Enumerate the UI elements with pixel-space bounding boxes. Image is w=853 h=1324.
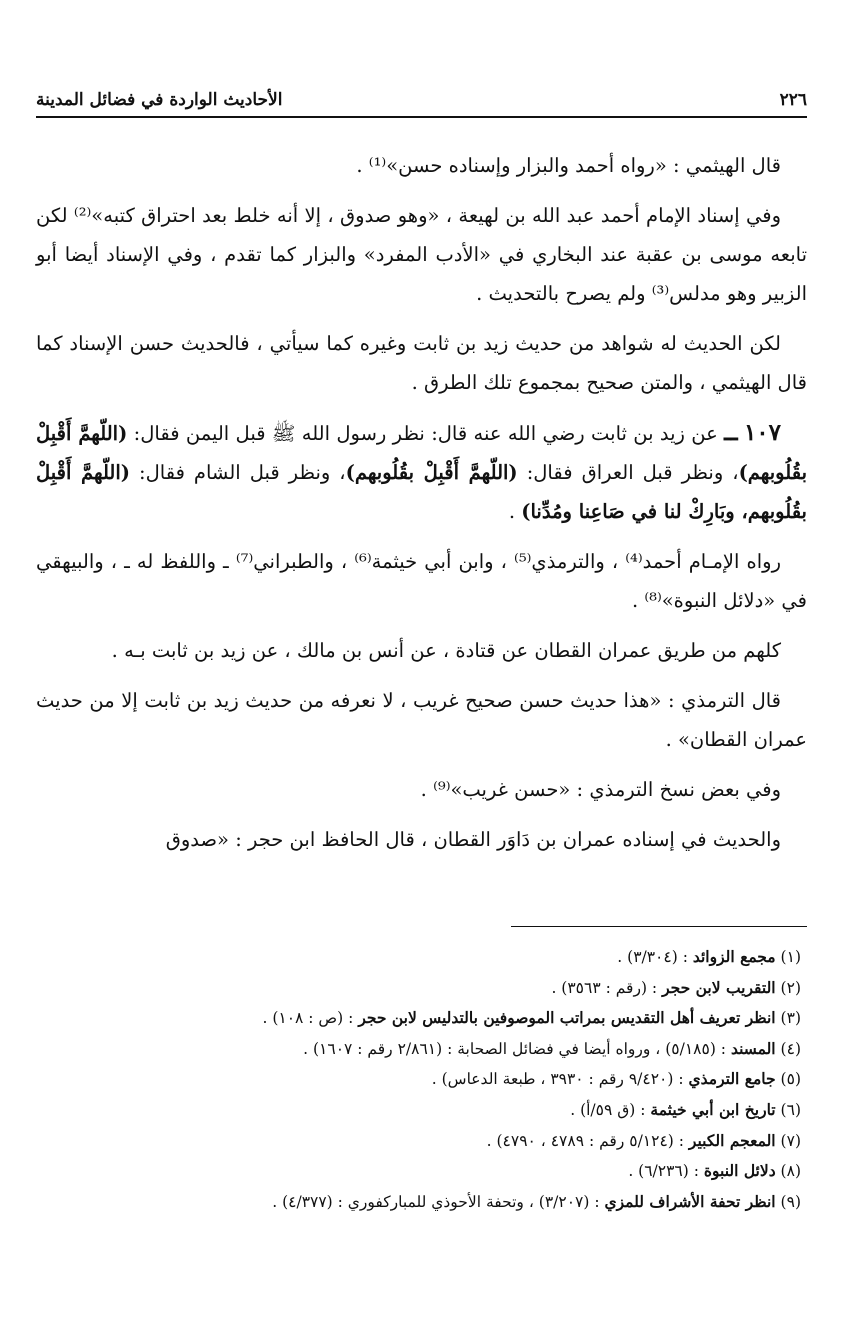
page-header [36,78,807,110]
footnote-number: (١) [780,948,801,966]
footnote-number: (٥) [780,1070,801,1089]
footnote-citation: : (٥/١٨٥) ، ورواه أيضا في فضائل الصحابة : (٢/٨٦١ رقم : ١٦٠٧) . [303,1039,727,1058]
footnote [36,1034,807,1065]
hadith-intro: عن زيد بن ثابت رضي الله عنه قال: نظر رسول الله ﷺ قبل اليمن فقال: [127,422,718,445]
footnote-rule [511,926,807,927]
running-title: الأحاديث الواردة في فضائل المدينة [36,90,283,110]
page-number: ٢٢٦ [779,90,807,110]
footnote [36,1064,807,1095]
hadith-mid-1: ، ونظر قبل العراق فقال: [517,461,739,484]
footnote [36,942,807,973]
footnote-source: جامع الترمذي [688,1069,776,1089]
footnote [36,1126,807,1157]
footnote-source: التقريب لابن حجر [662,977,776,997]
paragraph: قال الهيثمي : «رواه أحمد والبزار وإسناده حسن»⁽¹⁾ . [356,154,781,177]
footnote-number: (٧) [780,1131,801,1150]
footnote [36,1187,807,1218]
footnote [36,1003,807,1034]
hadith-number: ١٠٧ [743,419,782,446]
footnote-source: تاريخ ابن أبي خيثمة [650,1099,776,1119]
footnote-source: انظر تحفة الأشراف للمزي [604,1191,776,1211]
footnote-number: (٤) [780,1039,801,1058]
footnote [36,1095,807,1126]
footnote-citation: : (٥/١٢٤ رقم : ٤٧٨٩ ، ٤٧٩٠) . [486,1131,684,1150]
footnote-source: المعجم الكبير [688,1130,776,1150]
footnotes [36,942,807,1217]
footnote-citation: : (٣/٣٠٤) . [617,948,688,966]
hadith-supplication-3: (اللّهمَّ أَقْبِلْ بقُلُوبهم، وبَارِكْ لنا في صَاعِنا ومُدِّنا) [36,461,807,523]
hadith-mid-2: ، ونظر قبل الشام فقال: [130,461,346,484]
header-rule [36,116,807,118]
footnote-source: المسند [730,1038,776,1058]
footnote-citation: : (٩/٤٢٠ رقم : ٣٩٣٠ ، طبعة الدعاس) . [431,1070,684,1089]
footnote-source: دلائل النبوة [703,1161,776,1181]
paragraph: والحديث في إسناده عمران بن دَاوَر القطان ، قال الحافظ ابن حجر : «صدوق [165,828,781,851]
footnote-number: (٢) [780,978,801,997]
paragraph: وفي إسناد الإمام أحمد عبد الله بن لهيعة ، «وهو صدوق ، إلا أنه خلط بعد احتراق كتبه»⁽²⁾ لكن تابعه موسى بن عقبة عند البخاري في «الأدب المفرد» والبزار كما تقدم ، وفي الإسناد أيضا أبو الزبير وهو مدلس⁽³⁾ ولم يصرح بالتحديث . [36,204,807,305]
footnote-citation: : (رقم : ٣٥٦٣) . [551,978,658,997]
hadith-end: . [508,500,522,523]
hadith-supplication-2: (اللّهمَّ أَقْبِلْ بقُلُوبهم) [345,461,518,484]
footnote-citation: : (٦/٢٣٦) . [628,1162,699,1181]
footnote-citation: : (ق ٥٩/أ) . [570,1100,646,1119]
paragraph: رواه الإمـام أحمد⁽⁴⁾ ، والترمذي⁽⁵⁾ ، وابن أبي خيثمة⁽⁶⁾ ، والطبراني⁽⁷⁾ ـ واللفظ له ـ ، والبيهقي في «دلائل النبوة»⁽⁸⁾ . [36,550,807,612]
footnote-number: (٣) [780,1009,801,1028]
footnote-citation: : (٣/٢٠٧) ، وتحفة الأحوذي للمباركفوري : (٤/٣٧٧) . [272,1192,600,1211]
hadith-dash: ــ [724,419,738,446]
main-text [36,146,807,870]
footnote [36,1156,807,1187]
paragraph: وفي بعض نسخ الترمذي : «حسن غريب»⁽⁹⁾ . [420,778,781,801]
paragraph: لكن الحديث له شواهد من حديث زيد بن ثابت وغيره كما سيأتي ، فالحديث حسن الإسناد كما قال الهيثمي ، والمتن صحيح بمجموع تلك الطرق . [36,332,807,394]
footnote-source: انظر تعريف أهل التقديس بمراتب الموصوفين بالتدليس لابن حجر [358,1008,776,1028]
hadith-supplication-1: (اللّهمَّ أَقْبِلْ بقُلُوبهم) [36,422,808,484]
footnote-number: (٦) [780,1100,801,1119]
paragraph: كلهم من طريق عمران القطان عن قتادة ، عن أنس بن مالك ، عن زيد بن ثابت بـه . [111,639,781,662]
footnote-citation: : (ص : ١٠٨) . [262,1009,354,1028]
footnote-source: مجمع الزوائد [692,947,776,966]
footnote-number: (٨) [780,1162,801,1181]
hadith-paragraph [36,413,807,531]
footnote-number: (٩) [780,1192,801,1211]
paragraph: قال الترمذي : «هذا حديث حسن صحيح غريب ، لا نعرفه من حديث زيد بن ثابت إلا من حديث عمران القطان» . [36,689,807,751]
footnote [36,973,807,1004]
